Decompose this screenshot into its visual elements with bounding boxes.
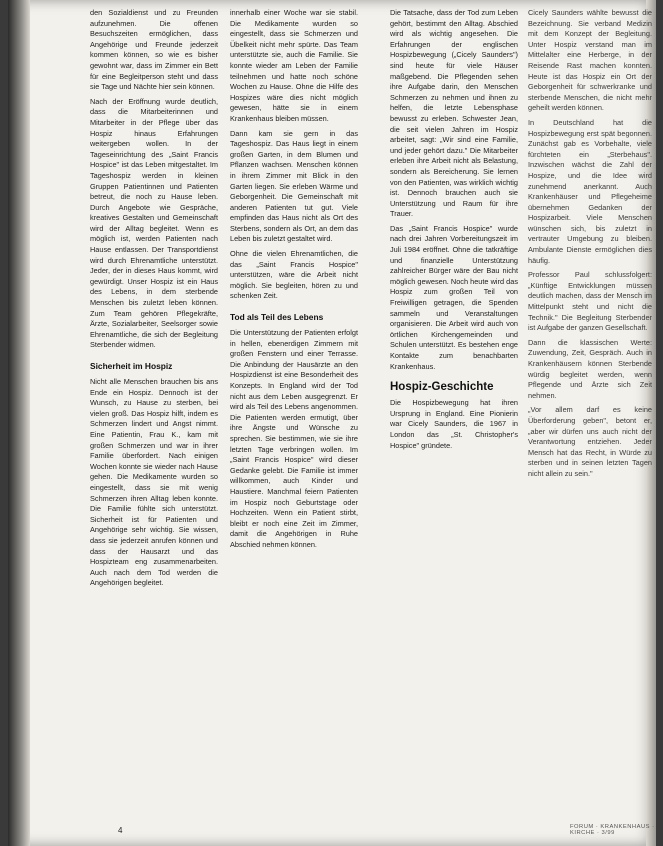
section-heading: Tod als Teil des Lebens [230,312,324,323]
running-footer: FORUM · KRANKENHAUS · KIRCHE · 3/99 [570,824,655,836]
text-column-1 [90,8,218,593]
paragraph: Professor Paul schlussfolgert: „Künftige Entwicklungen müssen deutlich machen, dass der Mensch im Mittelpunkt steht und nicht die Technik." Die Begleitung Sterbender ist Aufgabe der ganzen Gesellschaft. [528,270,652,333]
paragraph: Cicely Saunders wählte bewusst die Bezeichnung. Sie verband Medizin mit dem Konzept der Begleitung. Unter Hospiz verstand man im Mittelalter eine Herberge, in der Reisende Rast machen konnten. Heute ist das Hospiz ein Ort der Geborgenheit für schwerkranke und sterbende Menschen, die nicht mehr geheilt werden können. [528,8,652,113]
magazine-page [8,0,656,846]
paragraph: Ohne die vielen Ehrenamtlichen, die das „Saint Francis Hospice" unterstützen, wäre die Arbeit nicht möglich. Sie begleiten, hören zu und schenken Zeit. [230,249,358,301]
paragraph: In Deutschland hat die Hospizbewegung erst spät begonnen. Zunächst gab es Vorbehalte, viele fürchteten ein „Sterbehaus". Inzwischen wächst die Zahl der Hospize, und die Idee wird zunehmend anerkannt. Auch Krankenhäuser und Pflegeheime übernehmen Gedanken der Hospizarbeit. Viele Menschen wünschen sich, bis zuletzt in vertrauter Umgebung zu bleiben. Ambulante Dienste ermöglichen dies häufig. [528,117,652,265]
text-column-2 [230,8,358,555]
paragraph: Die Hospizbewegung hat ihren Ursprung in England. Eine Pionierin war Cicely Saunders, die 1967 in London das „St. Christopher's Hospice" gründete. [390,398,518,450]
paragraph: Dann kam sie gern in das Tageshospiz. Das Haus liegt in einem großen Garten, in dem Blumen und Pflanzen wachsen. Menschen können in ihrem Zimmer mit Blick in den Garten liegen. Sie erleben Wärme und Geborgenheit. Die Gemeinschaft mit anderen Patienten tut gut. Viele empfinden das Haus nicht als Ort des Sterbens, sondern als Ort, an dem das Leben bis zuletzt gestaltet wird. [230,128,358,244]
section-heading: Hospiz-Geschichte [390,381,494,394]
paragraph: Die Unterstützung der Patienten erfolgt in hellen, ebenerdigen Zimmern mit großen Fenstern und einer Terrasse. Die Anbindung der Hausärzte an den Hospizdienst ist eine Besonderheit des Konzepts. In England wird der Tod nicht aus dem Leben ausgegrenzt. Er wird als Teil des Lebens angenommen. Die Patienten werden ermutigt, über ihre Ängste und Wünsche zu sprechen. Sie bestimmen, wie sie ihre letzten Tage verbringen wollen. Im „Saint Francis Hospice" wird dieser Gedanke gelebt. Die Familie ist immer willkommen, auch Kinder und Haustiere. Manchmal feiern Patienten im Hospiz noch Geburtstage oder Hochzeiten. Wenn ein Patient stirbt, bleibt er noch eine Zeit im Zimmer, damit die Angehörigen in Ruhe Abschied nehmen können. [230,328,358,549]
paragraph: Nach der Eröffnung wurde deutlich, dass die Mitarbeiterinnen und Mitarbeiter in der Pflege über das Hospiz hinaus Erfahrungen weitergeben wollen. In der Tageseinrichtung des „Saint Francis Hospice" ist das Leben mitgestaltet. Im Tageshospiz werden in kleinen Gruppen Patientinnen und Patienten betreut, die noch zu Hause leben. Durch Angebote wie Gespräche, kreatives Gestalten und Gemeinschaft wird der Alltag begleitet. Wenn es möglich ist, werden Patienten nach Hause entlassen. Der Transportdienst wird durch Ehrenamtliche unterstützt. Jeder, der in dieses Haus kommt, wird gewürdigt. Unser Hospiz ist ein Haus des Lebens, in dem sterbende Menschen bis zuletzt leben können. Zum Team gehören Pflegekräfte, Ärzte, Sozialarbeiter, Seelsorger sowie Ehrenamtliche, die sich der Begleitung Sterbender widmen. [90,96,218,350]
paragraph: Nicht alle Menschen brauchen bis ans Ende ein Hospiz. Dennoch ist der Wunsch, zu Hause zu sterben, bei vielen groß. Das Hospiz hilft, indem es Schmerzen lindert und Angst nimmt. Eine Patientin, Frau K., kam mit großen Schmerzen und war in ihrer Familie überfordert. Nach einigen Wochen konnte sie wieder nach Hause gehen. Die Medikamente wurden so eingestellt, dass sie mit wenig Schmerzen ihren Alltag leben konnte. Die Familie fühlte sich unterstützt. Sicherheit ist für Patienten und Angehörige sehr wichtig. Sie wissen, dass sie jederzeit anrufen können und dass der Hausarzt und das Hospizteam eng zusammenarbeiten. Auch nach dem Tod werden die Angehörigen begleitet. [90,377,218,588]
paragraph: „Vor allem darf es keine Überforderung geben", betont er, „aber wir dürfen uns auch nicht der Verantwortung entziehen. Jeder Mensch hat das Recht, in Würde zu sterben und in seinen letzten Tagen nicht allein zu sein." [528,405,652,478]
page-number: 4 [118,826,123,835]
paragraph: Die Tatsache, dass der Tod zum Leben gehört, bestimmt den Alltag. Abschied wird als wichtig angesehen. Die Erfahrungen der englischen Hospizbewegung („Cicely Saunders") sind heute für viele Häuser maßgebend. Die Pflegenden sehen ihre Aufgabe darin, den Menschen Schmerzen zu nehmen und ihnen zu helfen, die letzte Lebensphase bewusst zu erleben. Schwester Jean, die seit vielen Jahren im Hospiz arbeitet, sagt: „Wir sind eine Familie, und jeder gehört dazu." Die Mitarbeiter erleben ihre Arbeit nicht als Belastung, sondern als Bereicherung. Sie lernen von den Patienten, was wirklich wichtig ist. Dennoch brauchen auch sie Unterstützung und Raum für ihre Trauer. [390,8,518,219]
text-column-3 [390,8,518,455]
paragraph: Dann die klassischen Werte: Zuwendung, Zeit, Gespräch. Auch in Krankenhäusern können Sterbende würdig begleitet werden, wenn Pflegende und Ärzte sich Zeit nehmen. [528,337,652,400]
section-heading: Sicherheit im Hospiz [90,361,173,371]
text-column-4 [528,8,652,484]
paragraph: den Sozialdienst und zu Freunden aufzunehmen. Die offenen Besuchszeiten ermöglichen, dass Angehörige und Freunde jederzeit kommen können, so wie es bisher gewohnt war, dass im Zimmer ein Bett für eine Begleitperson steht und dass sie Tage und Nächte hier sein können. [90,8,218,92]
book-spine [8,0,30,846]
paragraph: innerhalb einer Woche war sie stabil. Die Medikamente wurden so eingestellt, dass sie Schmerzen und Übelkeit nicht mehr spürte. Das Team unterstützte sie, auch die Familie. Sie konnte wieder am Leben der Familie teilnehmen und hatte noch schöne Wochen zu Hause. Ohne die Hilfe des Hospizes wäre dies nicht möglich gewesen, hätte sie in einem Krankenhaus bleiben müssen. [230,8,358,123]
paragraph: Das „Saint Francis Hospice" wurde nach drei Jahren Vorbereitungszeit im Juli 1984 eröffnet. Ohne die tatkräftige und finanzielle Unterstützung zahlreicher Bürger wäre der Bau nicht möglich gewesen. Noch heute wird das Hospiz zum großen Teil von Freiwilligen getragen, die Spenden sammeln und Veranstaltungen organisieren. Die Arbeit wird auch von örtlichen Kirchengemeinden und Schulen unterstützt. Es bestehen enge Kontakte zum benachbarten Krankenhaus. [390,223,518,371]
